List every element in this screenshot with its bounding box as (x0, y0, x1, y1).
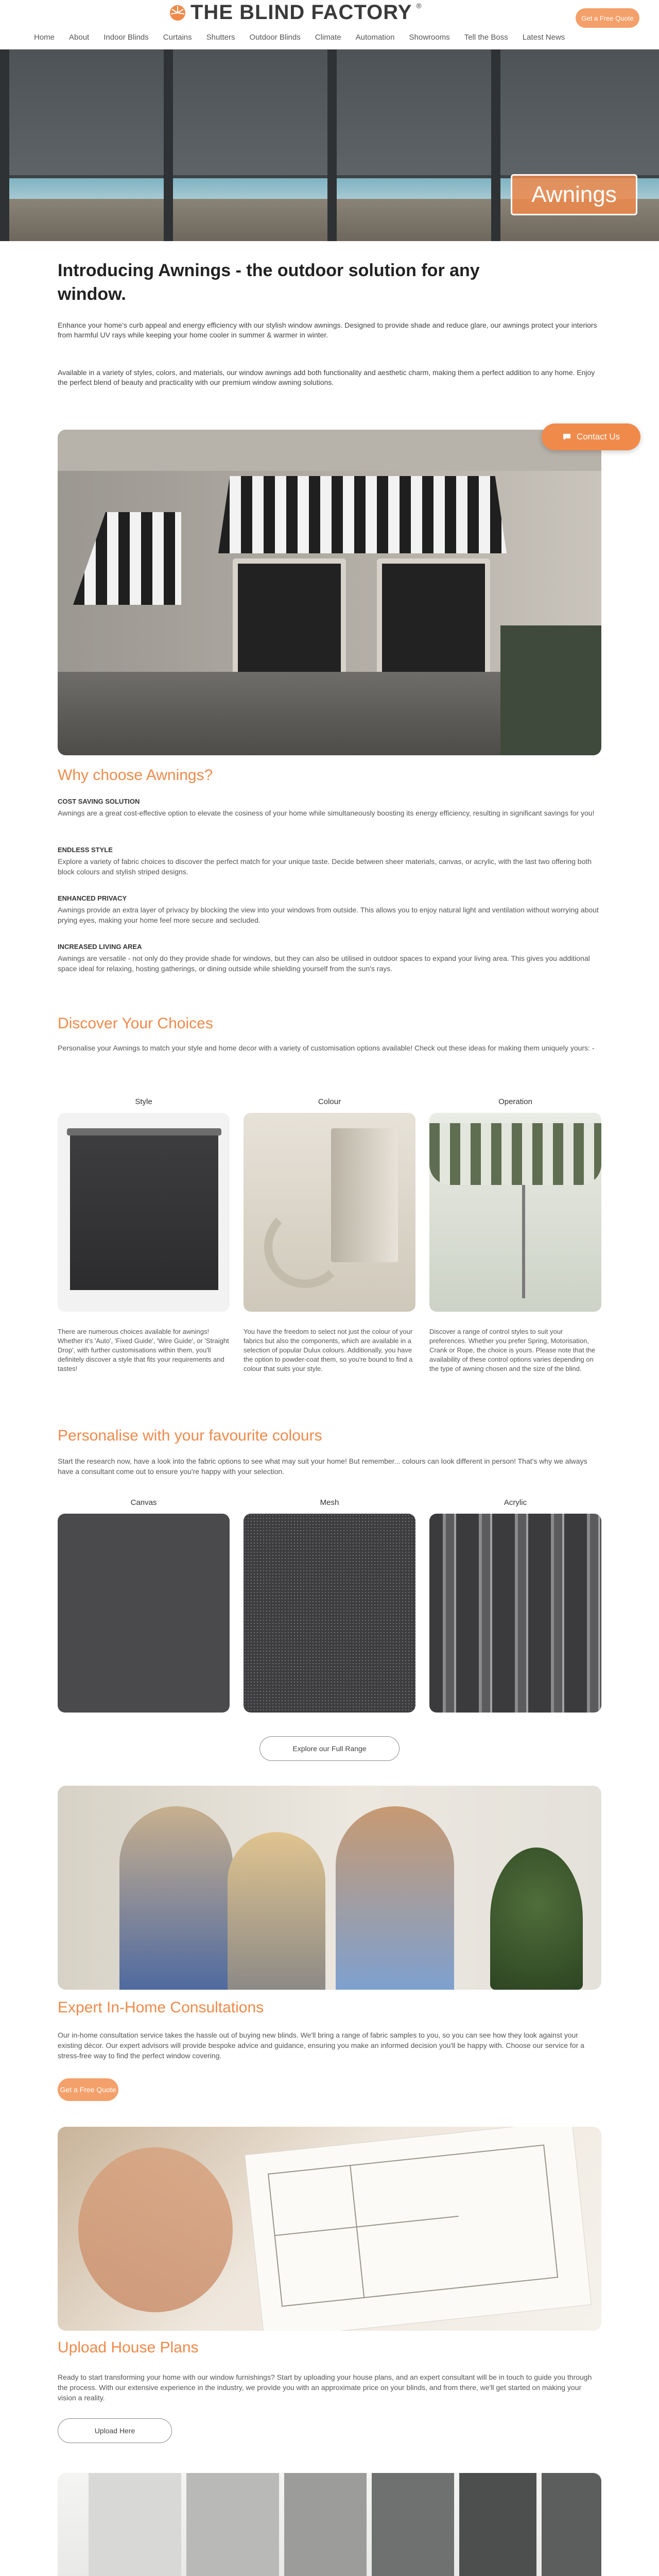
why-item-text: Awnings are versatile - not only do they provide shade for windows, but they can also be utilised in outdoor spaces to expand your living area. This gives you additional space ideal for relaxing, hosting gatherings, or dining outside while shielding yourself from the sun's rays. (58, 954, 590, 973)
choice-label-operation: Operation (498, 1097, 532, 1106)
hero-post (491, 49, 500, 241)
colour-text: You have the freedom to select not just the colour of your fabrics but also the components, which are available in a selection of popular Dulux colours. Additionally, you have the option to powder-coat them, so you're bound to find a colour that suits your style. (244, 1328, 413, 1372)
consultation-photo (58, 1786, 601, 1990)
fabric-label-mesh: Mesh (320, 1498, 339, 1507)
logo-text: THE BLIND FACTORY (190, 1, 412, 24)
site-logo[interactable] (169, 1, 422, 24)
nav-automation[interactable]: Automation (355, 33, 395, 42)
intro-paragraph: Enhance your home's curb appeal and energy efficiency with our stylish window awnings. Designed to provide shade and reduce glare, our awnings protect your interiors from harmful UV rays while keeping your home cooler in summer & warmer in winter. (58, 321, 597, 339)
why-item-title: ENDLESS STYLE (58, 846, 113, 854)
intro-paragraph: Available in a variety of styles, colors, and materials, our window awnings add both functionality and aesthetic charm, making them a perfect addition to any home. Enjoy the perfect blend of beauty and practicality with our premium window awning solutions. (58, 368, 595, 386)
free-quote-button[interactable]: Get a Free Quote (58, 2078, 118, 2101)
style-image (58, 1113, 230, 1312)
why-item-title: ENHANCED PRIVACY (58, 894, 127, 902)
house-plans-photo (58, 2127, 601, 2331)
hero-post (327, 49, 337, 241)
plan-drawing (268, 2144, 558, 2307)
consult-text: Our in-home consultation service takes the hassle out of buying new blinds. We'll bring a range of fabric samples to you, so you can see how they look against your existing décor. Our expert advisors will provide bespoke advice and guidance, ensuring you make an informed decision you'll be happy with. Choose our service for a stress-free way to find the perfect window covering. (58, 2031, 584, 2060)
person (119, 1806, 233, 1990)
nav-curtains[interactable]: Curtains (163, 33, 192, 42)
page-title: Introducing Awnings - the outdoor solution for any window. (58, 261, 480, 304)
colours-heading: Personalise with your favourite colours (58, 1427, 322, 1444)
hero-blind (9, 49, 164, 178)
showroom-blind (542, 2473, 601, 2576)
nav-tell-the-boss[interactable]: Tell the Boss (464, 33, 508, 42)
plans-text: Ready to start transforming your home with our window furnishings? Start by uploading your house plans, and an expert consultant will be in touch to guide you through the process. With our extensive experience in the industry, we provide you with an approximate price on your blinds, and from there, we'll get started on making your vision a reality. (58, 2373, 592, 2402)
why-item-text: Awnings are a great cost-effective option to elevate the cosiness of your home while simultaneously boosting its energy efficiency, resulting in significant savings for you! (58, 809, 595, 817)
registered-mark: ® (416, 1, 422, 10)
showroom-blind (89, 2473, 181, 2576)
chat-icon (562, 432, 571, 442)
plan-sheet (245, 2127, 592, 2331)
explore-range-button[interactable]: Explore our Full Range (259, 1736, 400, 1761)
showroom-blind (459, 2473, 536, 2576)
nav-indoor-blinds[interactable]: Indoor Blinds (103, 33, 149, 42)
logo-sun-icon (169, 4, 186, 22)
mesh-swatch (244, 1514, 415, 1713)
why-item-text: Awnings provide an extra layer of privacy by blocking the view into your windows from outside. This allows you to enjoy natural light and ventilation without worrying about prying eyes, making your home feel more secure and secluded. (58, 906, 599, 924)
awning-main (218, 476, 507, 553)
consult-heading: Expert In-Home Consultations (58, 1999, 264, 2016)
operation-image (429, 1113, 601, 1312)
nav-showrooms[interactable]: Showrooms (409, 33, 450, 42)
showroom-blind (284, 2473, 367, 2576)
plans-heading: Upload House Plans (58, 2339, 199, 2356)
contact-us-label: Contact Us (576, 432, 620, 442)
colour-image (244, 1113, 415, 1312)
awning-eave (58, 430, 601, 471)
choices-intro: Personalise your Awnings to match your style and home decor with a variety of customisation options available! Check out these ideas for making them uniquely yours: - (58, 1044, 595, 1052)
plant (490, 1848, 583, 1990)
blind-fabric (70, 1136, 218, 1290)
why-item-text: Explore a variety of fabric choices to discover the perfect match for your unique taste. Decide between sheer materials, canvas, or acrylic, with the last two offering both block colours and stylish striped designs. (58, 857, 592, 876)
arm (264, 1206, 346, 1288)
why-item-title: COST SAVING SOLUTION (58, 798, 140, 805)
showroom-photo (58, 2473, 601, 2576)
fabric-label-acrylic: Acrylic (504, 1498, 527, 1507)
nav-latest-news[interactable]: Latest News (522, 33, 565, 42)
choice-label-colour: Colour (318, 1097, 341, 1106)
choices-heading: Discover Your Choices (58, 1015, 213, 1032)
person (336, 1806, 454, 1990)
choice-label-style: Style (135, 1097, 152, 1106)
person (228, 1832, 325, 1990)
hero-banner (0, 49, 659, 241)
why-item-title: INCREASED LIVING AREA (58, 943, 142, 951)
acrylic-swatch (429, 1514, 601, 1713)
nav-outdoor-blinds[interactable]: Outdoor Blinds (249, 33, 301, 42)
nav-home[interactable]: Home (34, 33, 55, 42)
hero-blind (173, 49, 327, 178)
showroom-blind (186, 2473, 279, 2576)
site-header (0, 0, 659, 49)
operation-text: Discover a range of control styles to suit your preferences. Whether you prefer Spring, Motorisation, Crank or Rope, the choice is yours. Please note that the availability of these control options varies depending on the type of awning chosen and the size of the blind. (429, 1328, 596, 1372)
striped-awning (429, 1123, 601, 1185)
window (377, 558, 490, 677)
upload-plans-button[interactable]: Upload Here (58, 2418, 172, 2443)
nav-shutters[interactable]: Shutters (206, 33, 235, 42)
colours-intro: Start the research now, have a look into the fabric options to see what may suit your home! But remember... colours can look different in person! That's why we always have a consultant come out to ensure you're happy with your selection. (58, 1457, 587, 1476)
hero-post (164, 49, 173, 241)
free-quote-button[interactable]: Get a Free Quote (576, 8, 639, 28)
fabric-label-canvas: Canvas (130, 1498, 157, 1507)
hero-post (0, 49, 9, 241)
hero-badge: Awnings (511, 174, 637, 215)
nav-climate[interactable]: Climate (315, 33, 341, 42)
blind-headbox (67, 1128, 221, 1136)
hero-blind (500, 49, 659, 178)
hands (78, 2147, 233, 2312)
awning-plants (500, 625, 601, 755)
style-text: There are numerous choices available for awnings! Whether it's 'Auto', 'Fixed Guide', 'Wire Guide', or 'Straight Drop', with further customisations within them, you'll definitely discover a style that fits your requirements and tastes! (58, 1328, 229, 1372)
contact-us-button[interactable] (542, 423, 640, 450)
crank-rod (522, 1185, 525, 1298)
nav-about[interactable]: About (69, 33, 90, 42)
main-nav (27, 32, 572, 43)
hero-blind (337, 49, 491, 178)
awning-photo (58, 430, 601, 755)
why-heading: Why choose Awnings? (58, 767, 213, 784)
window (233, 558, 346, 677)
canvas-swatch (58, 1514, 230, 1713)
showroom-blind (372, 2473, 454, 2576)
